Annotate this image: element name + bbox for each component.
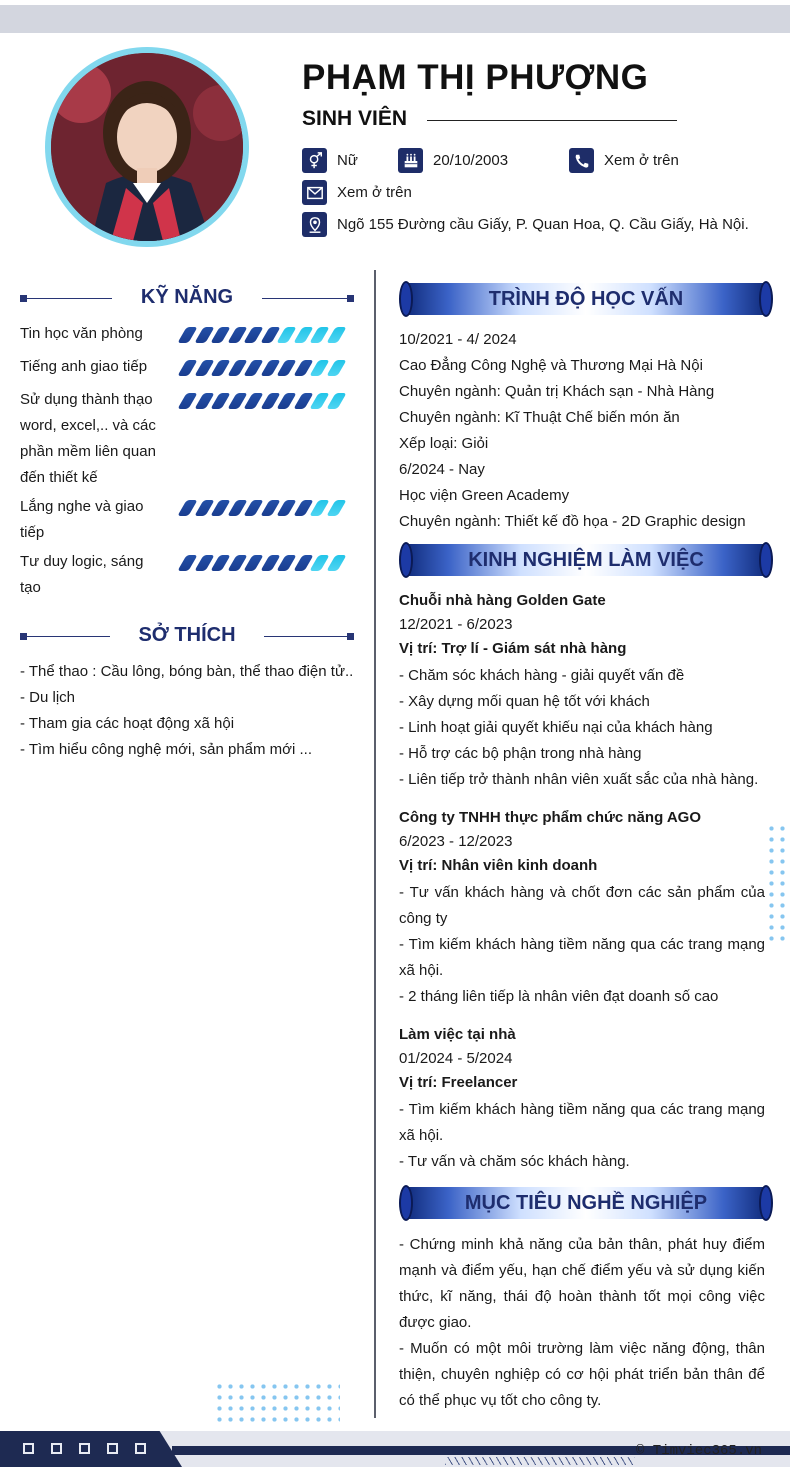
- job-task: - Tư vấn và chăm sóc khách hàng.: [399, 1153, 630, 1170]
- skill-item: [20, 494, 360, 546]
- job-block: [399, 1023, 765, 1095]
- education-line: Chuyên ngành: Kĩ Thuật Chế biến món ăn: [399, 409, 680, 426]
- candidate-role: SINH VIÊN: [302, 107, 408, 130]
- education-line: Học viện Green Academy: [399, 487, 570, 504]
- education-title: TRÌNH ĐỘ HỌC VẤN: [488, 288, 684, 310]
- top-band: [0, 5, 790, 33]
- footer-square: [79, 1443, 90, 1454]
- phone-info: [569, 148, 679, 173]
- footer-square: [23, 1443, 34, 1454]
- job-task: - Linh hoạt giải quyết khiếu nại của khách hàng: [399, 719, 713, 736]
- job-block: [399, 589, 765, 661]
- education-content: [399, 327, 765, 535]
- job-tasks: [399, 1097, 765, 1175]
- objective-title: MỤC TIÊU NGHỀ NGHIỆP: [464, 1192, 708, 1214]
- avatar: [45, 47, 249, 247]
- skill-label: Tiếng anh giao tiếp: [20, 358, 148, 375]
- email-value: Xem ở trên: [337, 184, 412, 201]
- job-task: - Tìm kiếm khách hàng tiềm năng qua các trang mạng xã hội.: [399, 936, 765, 979]
- job-block: [399, 806, 765, 878]
- candidate-name: PHẠM THỊ PHƯỢNG: [302, 58, 649, 97]
- skill-label: Lắng nghe và giao tiếp: [20, 498, 144, 541]
- skill-item: [20, 321, 360, 347]
- hobby-item: - Thể thao : Cầu lông, bóng bàn, thể thao điện tử..: [20, 663, 354, 680]
- decorative-dots: [214, 1381, 340, 1425]
- birthday-info: [398, 148, 508, 173]
- skill-bar: [176, 327, 346, 343]
- job-tasks: [399, 663, 765, 793]
- job-position: Vị trí: Freelancer: [399, 1074, 518, 1091]
- skill-label: Tư duy logic, sáng tạo: [20, 553, 144, 596]
- hobbies-title: SỞ THÍCH: [138, 624, 236, 646]
- role-underline: [427, 120, 677, 121]
- education-line: 10/2021 - 4/ 2024: [399, 331, 517, 348]
- education-line: Xếp loại: Giỏi: [399, 435, 489, 452]
- phone-value: Xem ở trên: [604, 152, 679, 169]
- job-task: - Liên tiếp trở thành nhân viên xuất sắc của nhà hàng.: [399, 771, 759, 788]
- job-period: 6/2023 - 12/2023: [399, 833, 513, 850]
- hobbies-list: [20, 659, 360, 763]
- email-info: [302, 180, 412, 205]
- footer-hatch: [445, 1457, 635, 1465]
- skill-bar: [176, 393, 346, 409]
- skills-heading: [20, 284, 354, 314]
- skill-segment: [326, 327, 346, 343]
- skill-segment: [326, 393, 346, 409]
- job-company: Chuỗi nhà hàng Golden Gate: [399, 592, 606, 609]
- skill-bar: [176, 360, 346, 376]
- job-task: - Chăm sóc khách hàng - giải quyết vấn đề: [399, 667, 685, 684]
- birthday-value: 20/10/2003: [433, 152, 509, 169]
- skill-item: [20, 549, 360, 601]
- job-task: - Xây dựng mối quan hệ tốt với khách: [399, 693, 650, 710]
- education-line: 6/2024 - Nay: [399, 461, 485, 478]
- skill-label: Tin học văn phòng: [20, 325, 143, 342]
- footer-square: [135, 1443, 146, 1454]
- address-value: Ngõ 155 Đường cầu Giấy, P. Quan Hoa, Q. Cầu Giấy, Hà Nội.: [337, 216, 749, 233]
- objective-paragraph: - Muốn có một môi trường làm việc năng động, thân thiện, chuyên nghiệp có cơ hội phát triển bản thân để có thể phục vụ tốt cho công ty.: [399, 1340, 765, 1409]
- gender-info: [302, 148, 358, 173]
- job-period: 12/2021 - 6/2023: [399, 616, 513, 633]
- education-line: Chuyên ngành: Thiết kế đồ họa - 2D Graphic design: [399, 513, 746, 530]
- job-task: - Hỗ trợ các bộ phận trong nhà hàng: [399, 745, 642, 762]
- footer-square: [107, 1443, 118, 1454]
- job-period: 01/2024 - 5/2024: [399, 1050, 513, 1067]
- experience-title: KINH NGHIỆM LÀM VIỆC: [468, 549, 704, 571]
- objective-paragraph: - Chứng minh khả năng của bản thân, phát huy điểm mạnh và điểm yếu, hạn chế điểm yếu và sử dụng kiến thức, kĩ năng, thái độ hoàn thành tốt mọi công việc được giao.: [399, 1236, 765, 1331]
- objective-banner: [399, 1185, 773, 1221]
- job-company: Làm việc tại nhà: [399, 1026, 516, 1043]
- objective-content: [399, 1232, 765, 1414]
- watermark: © Timviec365.vn: [636, 1443, 763, 1459]
- hobby-item: - Tìm hiểu công nghệ mới, sản phẩm mới ...: [20, 741, 313, 758]
- job-position: Vị trí: Trợ lí - Giám sát nhà hàng: [399, 640, 627, 657]
- skill-bar: [176, 500, 346, 516]
- decorative-dots: [766, 823, 790, 947]
- skill-bar: [176, 555, 346, 571]
- education-line: Chuyên ngành: Quản trị Khách sạn - Nhà Hàng: [399, 383, 715, 400]
- job-tasks: [399, 880, 765, 1010]
- address-info: [302, 212, 749, 237]
- gender-icon: [302, 148, 327, 173]
- column-divider: [374, 270, 376, 1418]
- birthday-cake-icon: [398, 148, 423, 173]
- phone-icon: [569, 148, 594, 173]
- education-banner: [399, 281, 773, 317]
- job-task: - 2 tháng liên tiếp là nhân viên đạt doanh số cao: [399, 988, 719, 1005]
- job-task: - Tư vấn khách hàng và chốt đơn các sản phẩm của công ty: [399, 884, 765, 927]
- job-company: Công ty TNHH thực phẩm chức năng AGO: [399, 809, 702, 826]
- skill-segment: [326, 500, 346, 516]
- hobby-item: - Du lịch: [20, 689, 76, 706]
- location-pin-icon: [302, 212, 327, 237]
- skills-title: KỸ NĂNG: [140, 286, 234, 308]
- envelope-icon: [302, 180, 327, 205]
- skill-item: [20, 387, 360, 491]
- gender-value: Nữ: [337, 152, 358, 169]
- hobby-item: - Tham gia các hoạt động xã hội: [20, 715, 235, 732]
- job-task: - Tìm kiếm khách hàng tiềm năng qua các trang mạng xã hội.: [399, 1101, 765, 1144]
- hobbies-heading: [20, 622, 354, 652]
- skill-label: Sử dụng thành thạo word, excel,.. và các phần mềm liên quan đến thiết kế: [20, 391, 156, 486]
- experience-banner: [399, 542, 773, 578]
- skill-segment: [326, 360, 346, 376]
- avatar-photo: [51, 53, 243, 241]
- education-line: Cao Đẳng Công Nghệ và Thương Mại Hà Nội: [399, 357, 703, 374]
- skill-item: [20, 354, 360, 380]
- skill-segment: [326, 555, 346, 571]
- job-position: Vị trí: Nhân viên kinh doanh: [399, 857, 598, 874]
- footer-square: [51, 1443, 62, 1454]
